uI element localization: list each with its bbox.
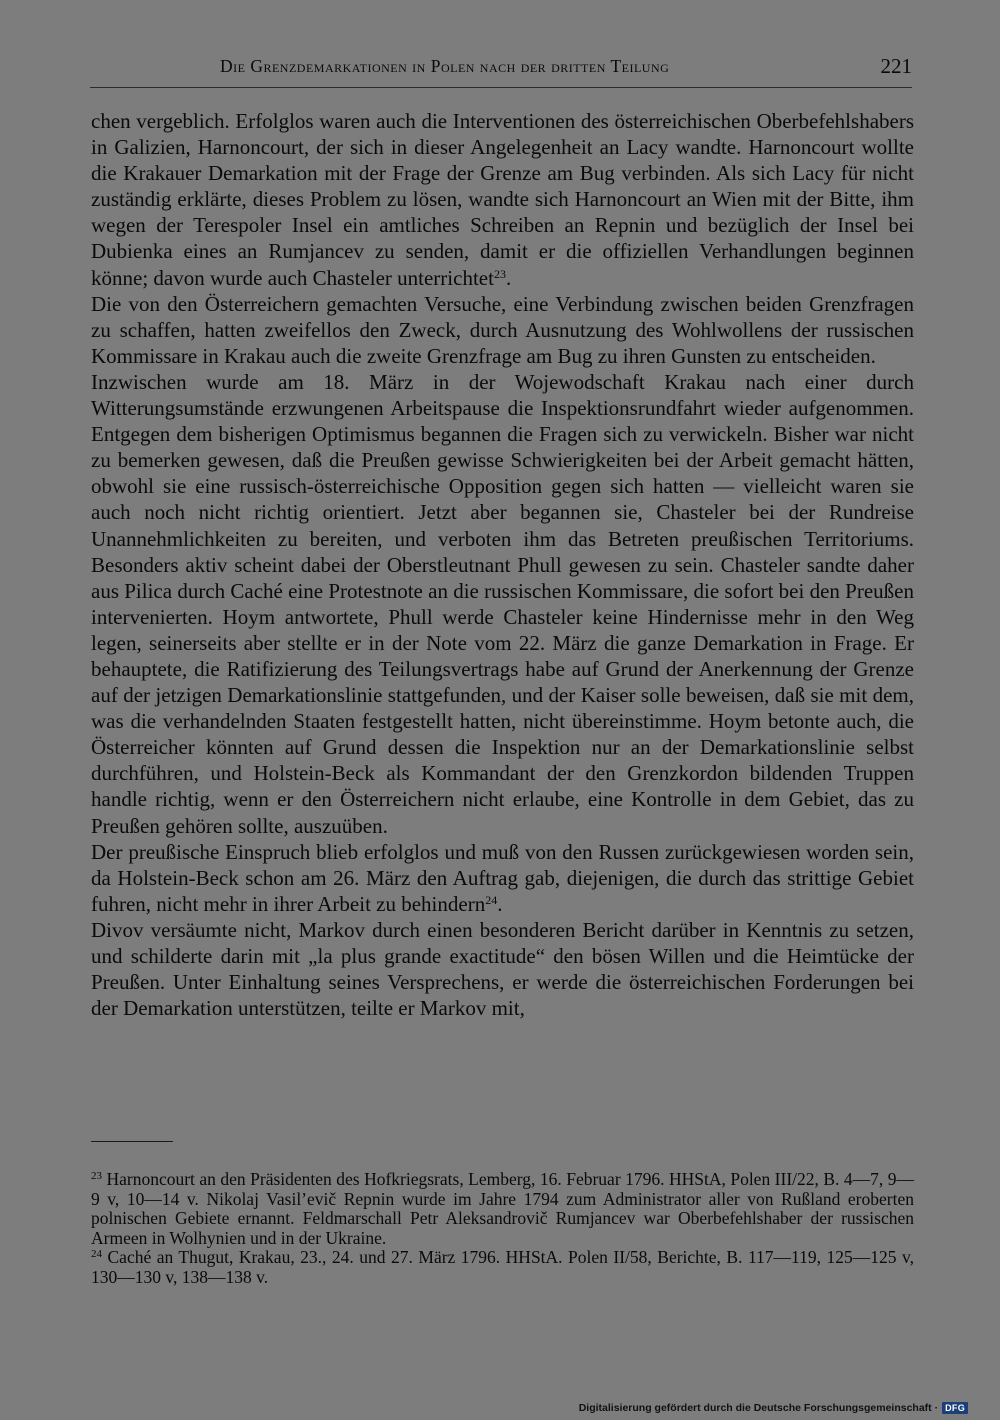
paragraph xyxy=(91,369,914,839)
paragraph xyxy=(91,917,914,1021)
paragraph-tail: . xyxy=(505,265,512,290)
footnote-text: Caché an Thugut, Krakau, 23., 24. und 27. März 1796. HHStA. Polen II/58, Berichte, B. 117—119, 125—125 v, 130—130 v, 138—138 v. xyxy=(91,1247,914,1287)
footnote xyxy=(91,1248,914,1287)
running-head xyxy=(90,56,912,82)
footnote-reference: 23 xyxy=(493,266,506,281)
footnote-marker: 23 xyxy=(91,1170,102,1182)
paragraph-tail: . xyxy=(497,891,503,916)
paragraph-text: Divov versäumte nicht, Markov durch einen besonderen Bericht darüber in Kenntnis zu setzen, und schilderte darin mit „la plus grande exactitude“ den bösen Willen und die Heimtücke der Preußen. Unter Einhaltung seines Versprechens, er werde die österreichischen Forderungen bei der Demarkation unterstützen, teilte er Markov mit, xyxy=(91,917,914,1021)
paragraph-text: chen vergeblich. Erfolglos waren auch die Interventionen des österreichischen Oberbefehlshabers in Galizien, Harnoncourt, der sich in dieser Angelegenheit an Lacy wandte. Harnoncourt wollte die Krakauer Demarkation mit der Frage der Grenze am Bug verbinden. Als sich Lacy für nicht zuständig erklärte, dieses Problem zu lösen, wandte sich Harnoncourt an Wien mit der Bitte, ihm wegen der Terespoler Insel ein amtliches Schreiben an Repnin und bezüglich der Insel bei Dubienka eines an Rumjancev zu senden, damit er die offiziellen Verhandlungen beginnen könne; davon wurde auch Chasteler unterrichtet xyxy=(91,109,914,290)
footnotes xyxy=(91,1170,914,1288)
footnote-text: Harnoncourt an den Präsidenten des Hofkriegsrats, Lemberg, 16. Februar 1796. HHStA, Polen III/22, B. 4—7, 9—9 v, 10—14 v. Nikolaj Vasil’evič Repnin wurde im Jahre 1794 zum Administrator aller von Rußland eroberten polnischen Gebiete ernannt. Feldmarschall Petr Aleksandrovič Rumjancev war Oberbefehlshaber der russischen Armeen in Wolhynien und in der Ukraine. xyxy=(91,1169,915,1248)
body-text xyxy=(91,108,914,1021)
footnote-reference: 24 xyxy=(485,892,498,907)
header-rule xyxy=(90,87,912,88)
paragraph xyxy=(91,108,914,291)
footnote-rule xyxy=(91,1141,173,1142)
digitization-credit xyxy=(579,1400,968,1416)
footnote xyxy=(91,1170,914,1248)
paragraph-text: Die von den Österreichern gemachten Versuche, eine Verbindung zwischen beiden Grenzfragen zu schaffen, hatten zweifellos den Zweck, durch Ausnutzung des Wohlwollens der russischen Kommissare in Krakau auch die zweite Grenzfrage am Bug zu ihren Gunsten zu entscheiden. xyxy=(91,291,914,368)
page-number: 221 xyxy=(880,54,912,78)
credit-text: Digitalisierung gefördert durch die Deutsche Forschungsgemeinschaft · xyxy=(578,1402,939,1414)
paragraph xyxy=(91,291,914,369)
paragraph-text: Der preußische Einspruch blieb erfolglos und muß von den Russen zurückgewiesen worden sein, da Holstein-Beck schon am 26. März den Auftrag gab, diejenigen, die durch das strittige Gebiet fuhren, nicht mehr in ihrer Arbeit zu behindern xyxy=(91,839,914,916)
dfg-logo: DFG xyxy=(942,1402,968,1414)
paragraph xyxy=(91,839,914,917)
paragraph-text: Inzwischen wurde am 18. März in der Wojewodschaft Krakau nach einer durch Witterungsumstände erzwungenen Arbeitspause die Inspektionsrundfahrt wieder aufgenommen. Entgegen dem bisherigen Optimismus begannen die Fragen sich zu verwickeln. Bisher war nicht zu bemerken gewesen, daß die Preußen gewisse Schwierigkeiten bei der Arbeit gemacht hätten, obwohl sie eine russisch-österreichische Opposition gegen sich hatten — vielleicht waren sie auch noch nicht richtig orientiert. Jetzt aber begannen sie, Chasteler bei der Rundreise Unannehmlichkeiten zu bereiten, und verboten ihm das Betreten preußischen Territoriums. Besonders aktiv scheint dabei der Oberstleutnant Phull gewesen zu sein. Chasteler sandte daher aus Pilica durch Caché eine Protestnote an die russischen Kommissare, die sofort bei den Preußen intervenierten. Hoym antwortete, Phull werde Chasteler keine Hindernisse mehr in den Weg legen, seinerseits aber stellte er in der Note vom 22. März die ganze Demarkation in Frage. Er behauptete, die Ratifizierung des Teilungsvertrags habe auf Grund der Anerkennung der Grenze auf der jetzigen Demarkationslinie stattgefunden, und der Kaiser solle beweisen, daß sie mit dem, was die verhandelnden Staaten festgestellt hatten, nicht übereinstimme. Hoym betonte auch, die Österreicher könnten auf Grund dessen die Inspektion nur an der Demarkationslinie selbst durchführen, und Holstein-Beck als Kommandant der den Grenzkordon bildenden Truppen handle richtig, wenn er den Österreichern nicht erlaube, eine Kontrolle in dem Gebiet, das zu Preußen gehören sollte, auszuüben. xyxy=(91,369,914,838)
footnote-marker: 24 xyxy=(91,1248,102,1261)
running-title: Die Grenzdemarkationen in Polen nach der dritten Teilung xyxy=(220,56,670,76)
